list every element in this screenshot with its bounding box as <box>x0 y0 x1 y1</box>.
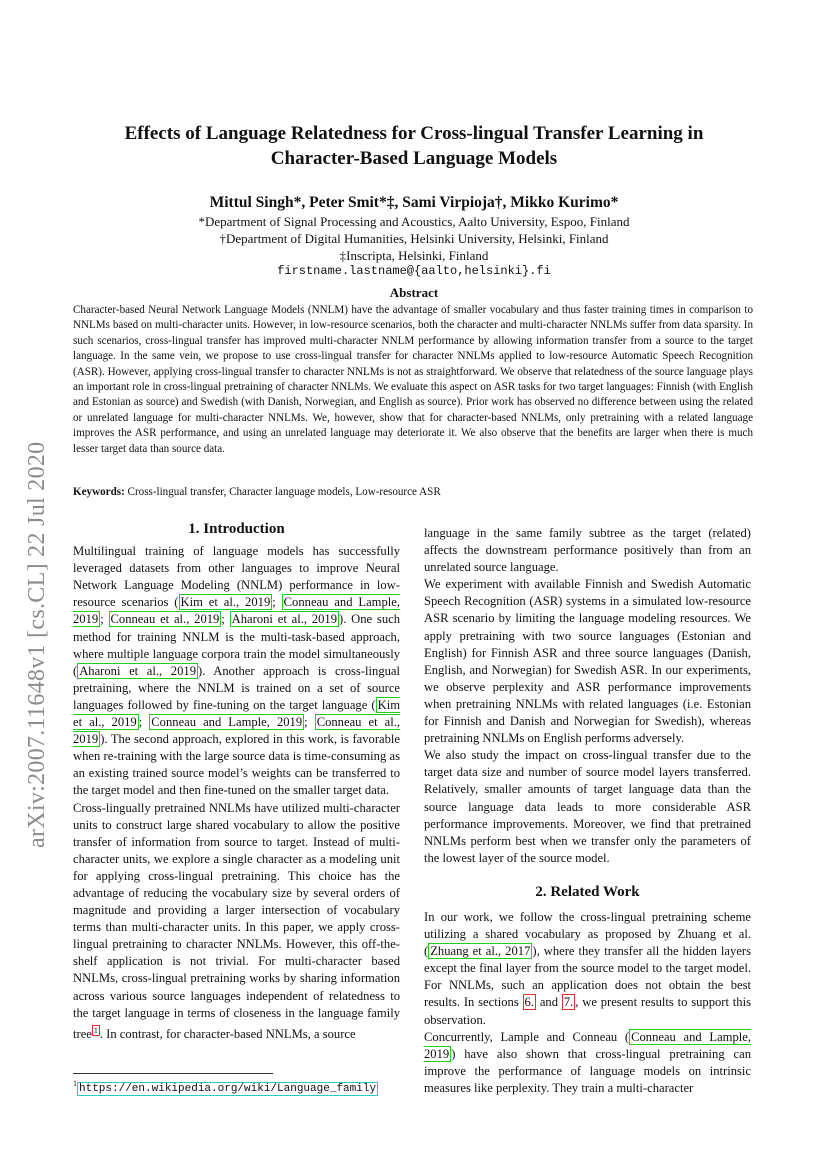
intro-paragraph-2: Cross-lingually pretrained NNLMs have utilized multi-character units to construct large shared vocabulary to allow the positive transfer of information from source to target. Instead of multi-character units, we explore a single character as a modeling unit for applying cross-lingual pretraining. This choice has the advantage of reducing the vocabulary size by several orders of magnitude and providing a larger intersection of vocabulary terms than multi-character units. In this paper, we apply cross-lingual pretraining to character NNLMs. However, this off-the-shelf application is not trivial. For multi-character based NNLMs, cross-lingual pretraining works by sharing information across various source languages independent of relatedness to the target language in terms of closeness in the language family tree $^1$ . In contrast, for character-based NNLMs, a source <box>73 800 400 1041</box>
citation-link[interactable]: Conneau et al., 2019 <box>110 612 220 627</box>
affiliation-aalto: *Department of Signal Processing and Acoustics, Aalto University, Espoo, Finland <box>198 214 630 229</box>
author-email: firstname.lastname@{aalto,helsinki}.fi <box>277 264 551 278</box>
keywords-text: Cross-lingual transfer, Character language models, Low-resource ASR <box>127 486 441 498</box>
keywords-line <box>73 486 753 498</box>
arxiv-identifier-stamp: arXiv:2007.11648v1 [cs.CL] 22 Jul 2020 <box>24 441 50 848</box>
footnote-divider <box>73 1073 273 1074</box>
citation-link[interactable]: Zhuang et al., 2017 <box>430 944 531 959</box>
citation-link[interactable]: Conneau et al., 2019 <box>73 715 400 747</box>
citation-link[interactable]: Kim et al., 2019 <box>180 595 271 610</box>
citation-link[interactable]: Aharoni et al., 2019 <box>231 612 337 627</box>
related-work-paragraph-1: In our work, we follow the cross-lingual pretraining scheme utilizing a shared vocabulary as proposed by Zhuang et al. ( Zhuang et al., 2017 ), where they transfer all the hidden layers except the final layer from the source model to the target model. For NNLMs, such an application does not obtain the best results. In sections 6. and 7. , we present results to support this observation. <box>424 909 752 1027</box>
intro-paragraph-5: We also study the impact on cross-lingual transfer due to the target data size and number of source model layers transferred. Relatively, smaller amounts of target language data than the source language data leads to more considerable ASR performance improvements. Moreover, we find that pretrained NNLMs perform best when we transfer only the parameters of the lowest layer of the source model. <box>424 748 751 865</box>
footnote-number: 1 <box>73 1079 77 1088</box>
related-work-paragraph-2: Concurrently, Lample and Conneau ( Conneau and Lample, 2019 ) have also shown that cross-lingual pretraining can improve the performance of language models on intrinsic measures like perplexity. They train a multi-character <box>424 1029 751 1095</box>
abstract-heading: Abstract <box>389 285 439 300</box>
section-heading-introduction: 1. Introduction <box>188 521 285 537</box>
left-column <box>73 521 401 1043</box>
citation-link[interactable]: Kim et al., 2019 <box>73 697 400 730</box>
citation-link[interactable]: Conneau and Lample, 2019 <box>151 715 303 730</box>
abstract-body: Character-based Neural Network Language Models (NNLM) have the advantage of smaller vocabulary and thus faster training times in comparison to NNLMs based on multi-character units. However, in low-resource scenarios, both the character and multi-character NNLMs suffer from data sparsity. In such scenarios, cross-lingual transfer has improved multi-character NNLM performance by allowing information transfer from a source to the target language. In the same vein, we propose to use cross-lingual transfer for character NNLMs applied to low-resource Automatic Speech Recognition (ASR). However, applying cross-lingual transfer to character NNLMs is not as straightforward. We observe that relatedness of the source language plays an important role in cross-lingual pretraining of character NNLMs. We evaluate this aspect on ASR tasks for two target languages: Finnish (with English and Estonian as source) and Swedish (with Danish, Norwegian, and English as source). Prior work has observed no difference between using the related or unrelated language for multi-character NNLMs. We, however, show that for character-based NNLMs, only pretraining with a related language improves the ASR performance, and using an unrelated language may deteriorate it. We also observe that the benefits are larger when there is much lesser target data than source data. <box>73 304 753 455</box>
section-ref-link[interactable]: 7. <box>563 995 574 1010</box>
affiliation-inscripta: ‡Inscripta, Helsinki, Finland <box>339 248 489 263</box>
author-list: Mittul Singh*, Peter Smit*‡, Sami Virpioja†, Mikko Kurimo* <box>209 194 619 211</box>
citation-link[interactable]: Conneau and Lample, 2019 <box>424 1029 751 1061</box>
affiliation-helsinki: †Department of Digital Humanities, Helsinki University, Helsinki, Finland <box>219 231 609 246</box>
footnote <box>73 1077 403 1096</box>
right-column <box>424 525 751 1097</box>
intro-paragraph-1: Multilingual training of language models has successfully leveraged datasets from other languages to improve Neural Network Language Modeling (NNLM) performance in low-resource scenarios ( Kim et al., 2019 ; Conneau and Lample, 2019 ; Conneau et al., 2019 ; Aharoni et al., 2019 ). One such method for training NNLM is the multi-task-based approach, where multiple language corpora train the model simultaneously ( Aharoni et al., 2019 ). Another approach is cross-lingual pretraining, where the NNLM is trained on a set of source languages followed by fine-tuning on the target language ( Kim et al., 2019 ; Conneau and Lample, 2019 ; Conneau et al., 2019 ). The second approach, explored in this work, is favorable when re-training with the large source data is time-consuming as an existing trained source model’s weights can be transferred to the target model and then fine-tuned on the smaller target data. <box>73 544 401 798</box>
citation-link[interactable]: Aharoni et al., 2019 <box>79 663 196 678</box>
intro-paragraph-4: We experiment with available Finnish and Swedish Automatic Speech Recognition (ASR) systems in a simulated low-resource ASR scenario by limiting the language modeling resources. We apply pretraining with two source languages (Estonian and English) for Finnish ASR and three source languages (Danish, English, and Norwegian) for Swedish ASR. In our experiments, we observe perplexity and ASR performance improvements when pretraining NNLMs with related languages (i.e. Estonian for Finnish and Danish and Norwegian for Swedish), whereas pretraining NNLMs on English performs adversely. <box>424 577 751 746</box>
section-heading-related-work: 2. Related Work <box>535 883 640 900</box>
paper-title: Effects of Language Relatedness for Cross-lingual Transfer Learning in Character-Based Language Models <box>124 123 704 169</box>
intro-paragraph-3: language in the same family subtree as the target (related) affects the downstream performance positively than from an unrelated source language. <box>424 526 751 575</box>
footnote-url-link[interactable]: https://en.wikipedia.org/wiki/Language_family <box>79 1082 377 1095</box>
section-ref-link[interactable]: 6. <box>524 995 534 1010</box>
footnote-marker-link[interactable]: 1 <box>93 1025 98 1035</box>
citation-link[interactable]: Conneau and Lample, 2019 <box>73 595 401 627</box>
keywords-label: Keywords: <box>73 486 125 498</box>
